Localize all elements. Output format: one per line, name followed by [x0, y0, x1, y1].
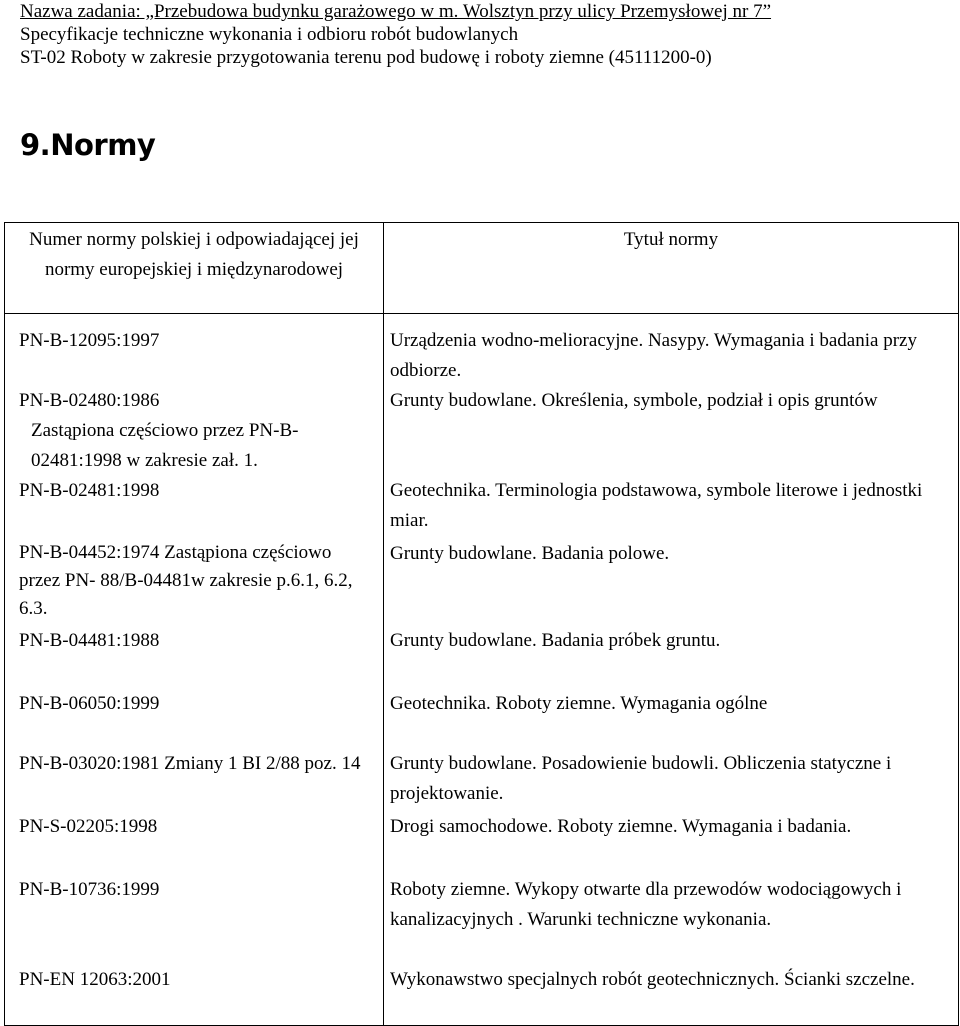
norm-title: Geotechnika. Terminologia podstawowa, symbole literowe i jednostki miar. [390, 480, 923, 531]
norm-number: PN-B-04481:1988 [19, 630, 160, 651]
document-header [20, 0, 950, 69]
norm-title: Grunty budowlane. Badania próbek gruntu. [390, 630, 721, 651]
norm-number: PN-B-10736:1999 [19, 879, 160, 900]
norm-title: Grunty budowlane. Określenia, symbole, podział i opis gruntów [390, 390, 878, 411]
norm-number: PN-B-12095:1997 [19, 330, 160, 351]
norm-title: Grunty budowlane. Posadowienie budowli. Obliczenia statyczne i projektowanie. [390, 753, 892, 804]
norm-title: Roboty ziemne. Wykopy otwarte dla przewodów wodociągowych i kanalizacyjnych . Warunki techniczne wykonania. [390, 879, 902, 930]
section-title: 9.Normy [20, 128, 156, 162]
norms-table [4, 222, 959, 1026]
norm-number: PN-EN 12063:2001 [19, 969, 171, 990]
norm-title: Drogi samochodowe. Roboty ziemne. Wymagania i badania. [390, 816, 852, 837]
spec-title: Specyfikacje techniczne wykonania i odbioru robót budowlanych [20, 24, 519, 45]
norm-title: Geotechnika. Roboty ziemne. Wymagania ogólne [390, 693, 768, 714]
task-name: Nazwa zadania: „Przebudowa budynku garażowego w m. Wolsztyn przy ulicy Przemysłowej nr 7” [20, 1, 772, 22]
norm-title: Wykonawstwo specjalnych robót geotechnicznych. Ścianki szczelne. [390, 969, 915, 990]
norm-number: PN-B-06050:1999 [19, 693, 160, 714]
norm-number: PN-B-02480:1986 [19, 390, 160, 411]
norm-title: Urządzenia wodno-melioracyjne. Nasypy. Wymagania i badania przy odbiorze. [390, 330, 917, 381]
norm-number: PN-B-04452:1974 Zastąpiona częściowo przez PN- 88/B-04481w zakresie p.6.1, 6.2, 6.3. [19, 542, 353, 619]
norm-titles-cell [384, 314, 959, 1026]
norm-number: PN-B-03020:1981 Zmiany 1 BI 2/88 poz. 14 [19, 753, 361, 774]
spec-code: ST-02 Roboty w zakresie przygotowania terenu pod budowę i roboty ziemne (45111200-0) [20, 47, 712, 68]
table-header-row [5, 223, 959, 314]
norm-number: PN-S-02205:1998 [19, 816, 158, 837]
norm-number: PN-B-02481:1998 [19, 480, 160, 501]
norm-numbers-cell [5, 314, 384, 1026]
column-header-number: Numer normy polskiej i odpowiadającej jej normy europejskiej i międzynarodowej [5, 223, 384, 314]
table-body-row [5, 314, 959, 1026]
norm-title: Grunty budowlane. Badania polowe. [390, 543, 670, 564]
column-header-title: Tytuł normy [384, 223, 959, 314]
norm-number-note: Zastąpiona częściowo przez PN-B-02481:1998 w zakresie zał. 1. [31, 420, 299, 471]
